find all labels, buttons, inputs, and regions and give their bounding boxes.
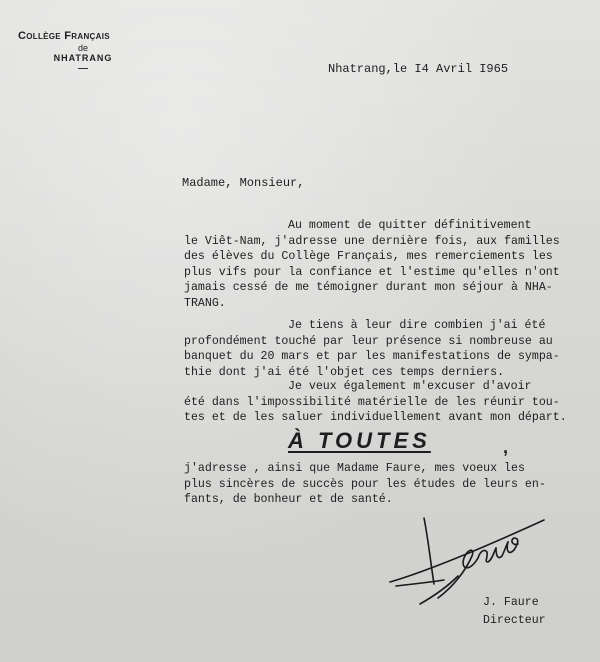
paragraph-line: thie dont j'ai été l'objet ces temps derniers. [184, 365, 505, 379]
paragraph-line: Au moment de quitter définitivement [288, 219, 532, 232]
paragraph-line: Je veux également m'excuser d'avoir [288, 380, 532, 393]
paragraph-line: plus vifs pour la confiance et l'estime qu'elles n'ont [184, 265, 560, 279]
letterhead-preposition: de [77, 43, 88, 53]
paragraph-line: Je tiens à leur dire combien j'ai été [288, 319, 546, 332]
paragraph-line: TRANG. [184, 296, 226, 310]
paragraph-line: fants, de bonheur et de santé. [184, 493, 393, 506]
paragraph-line: plus sincères de succès pour les études de leurs en- [184, 477, 546, 491]
paragraph-line: banquet du 20 mars et par les manifestations de sympa- [184, 350, 560, 363]
paragraph-line: des élèves du Collège Français, mes remerciements les [184, 250, 553, 263]
paragraph-1 [184, 218, 560, 311]
a-toutes-heading: À TOUTES [288, 428, 431, 453]
letter-date: Nhatrang,le I4 Avril I965 [328, 62, 509, 76]
paragraph-line: profondément touché par leur présence si nombreuse au [184, 334, 553, 348]
paragraph-line: été dans l'impossibilité matérielle de les réunir tou- [184, 395, 560, 409]
salutation: Madame, Monsieur, [182, 176, 305, 190]
paragraph-2 [184, 318, 560, 380]
paragraph-line: le Viêt-Nam, j'adresse une dernière fois, aux familles [184, 234, 560, 248]
paragraph-4 [184, 461, 546, 508]
signatory-title: Directeur [483, 614, 546, 627]
letterhead-school-name: Collège Français [18, 30, 110, 42]
paragraph-line: j'adresse , ainsi que Madame Faure, mes voeux les [184, 462, 525, 475]
paragraph-line: tes et de les saluer individuellement avant mon départ. [184, 411, 567, 424]
letterhead-dash [78, 68, 88, 69]
school-letterhead [18, 30, 148, 69]
paragraph-3 [184, 379, 567, 426]
handwritten-signature [384, 512, 554, 608]
paragraph-line: jamais cessé de me témoigner durant mon séjour à NHA- [184, 281, 553, 294]
signatory-name: J. Faure [483, 596, 539, 609]
heading-comma: , [503, 437, 509, 457]
letterhead-city: NHATRANG [53, 53, 113, 63]
